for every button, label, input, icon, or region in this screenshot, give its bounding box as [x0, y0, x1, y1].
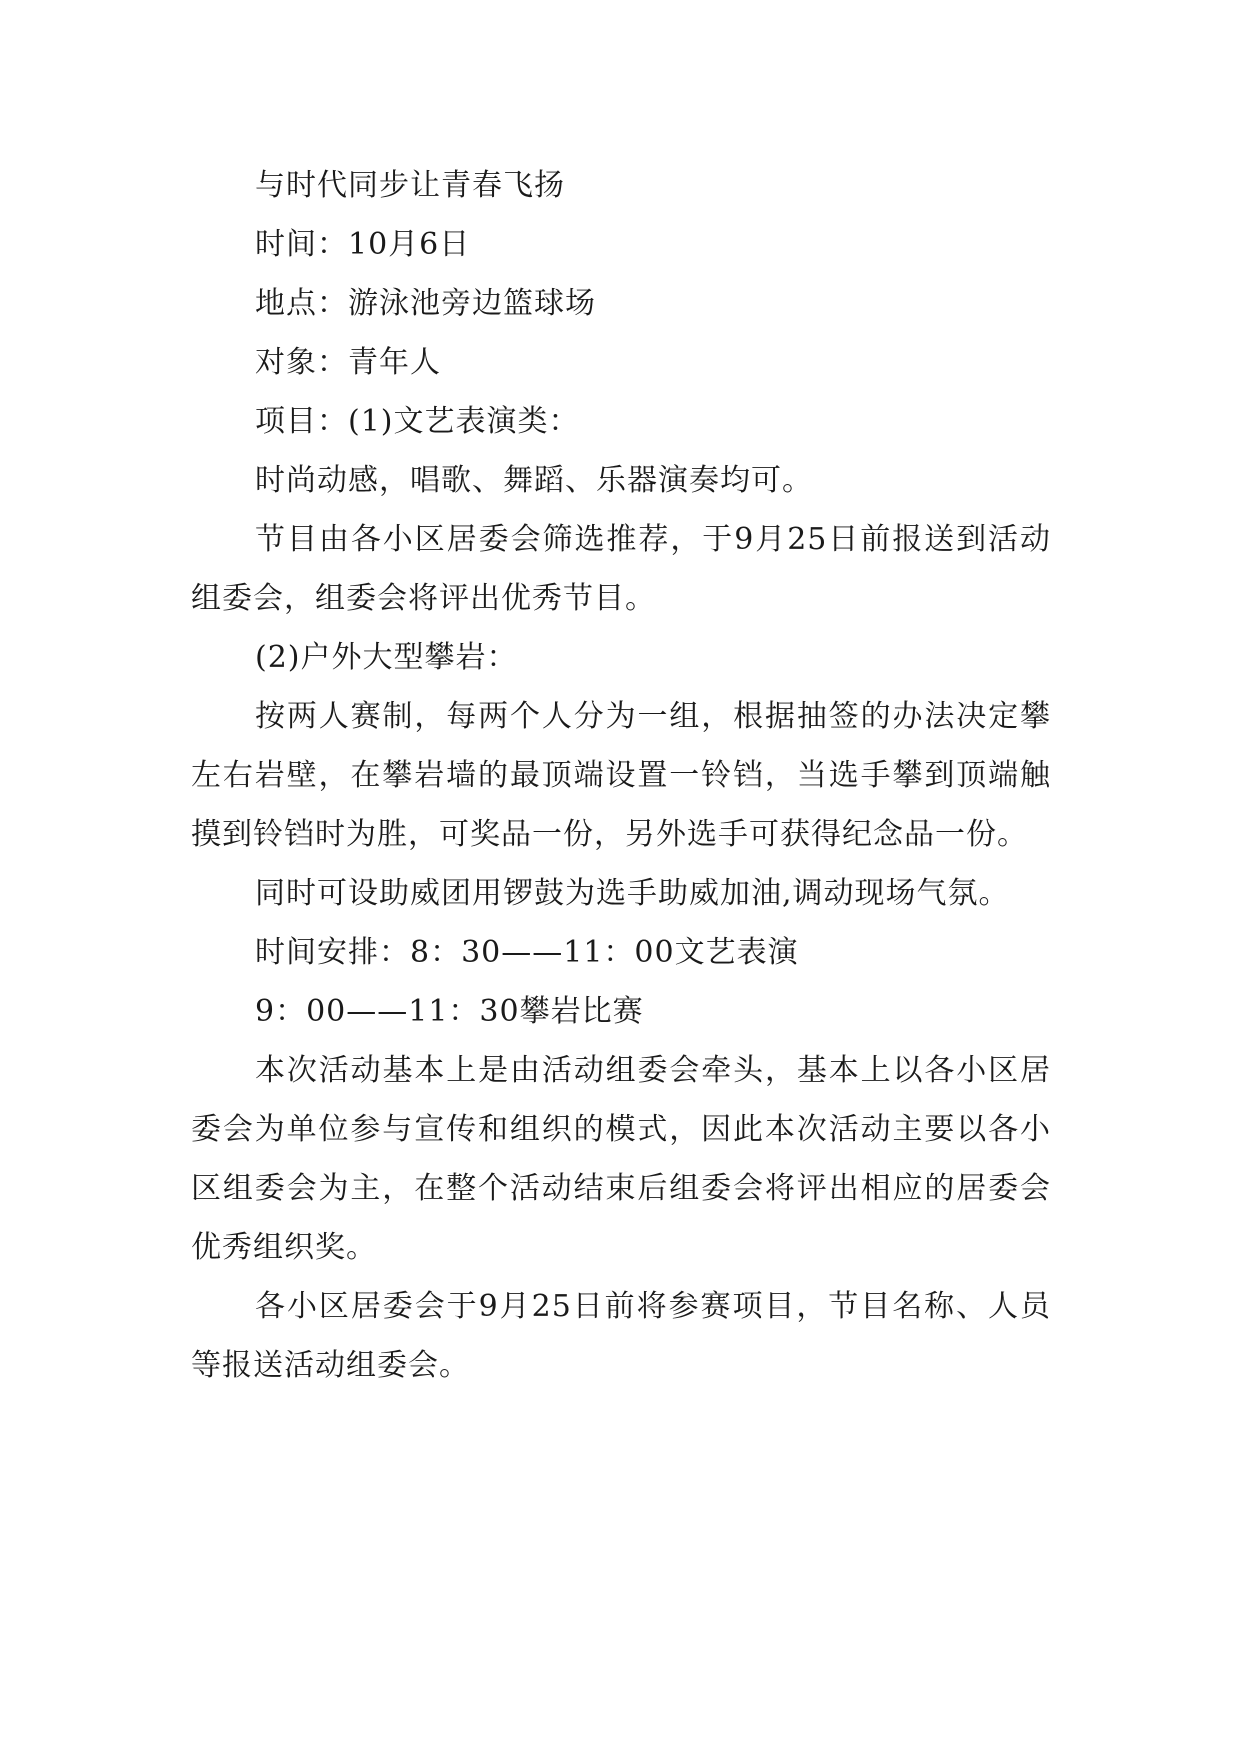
- paragraph-cheer-team: 同时可设助威团用锣鼓为选手助威加油,调动现场气氛。: [255, 876, 1010, 911]
- paragraph-organization: 本次活动基本上是由活动组委会牵头，基本上以各小区居委会为单位参与宣传和组织的模式，因此本次活动主要以各小区组委会为主，在整个活动结束后组委会将评出相应的居委会优秀组织奖。: [191, 1053, 1051, 1265]
- document-body: [191, 156, 1051, 1395]
- paragraph-schedule-climbing: 9：00——11：30攀岩比赛: [255, 994, 644, 1029]
- paragraph-schedule-performance: 时间安排：8：30——11：00文艺表演: [255, 935, 799, 970]
- paragraph-time: 时间：10月6日: [255, 227, 471, 262]
- paragraph-items-heading: 项目：(1)文艺表演类：: [255, 404, 580, 439]
- paragraph-audience: 对象：青年人: [255, 345, 441, 380]
- paragraph-location: 地点：游泳池旁边篮球场: [255, 286, 596, 321]
- paragraph-climbing-rules: 按两人赛制，每两个人分为一组，根据抽签的办法决定攀左右岩壁，在攀岩墙的最顶端设置一铃铛，当选手攀到顶端触摸到铃铛时为胜，可奖品一份，另外选手可获得纪念品一份。: [191, 699, 1051, 852]
- paragraph-title-line: 与时代同步让青春飞扬: [255, 168, 565, 203]
- paragraph-performance-types: 时尚动感，唱歌、舞蹈、乐器演奏均可。: [255, 463, 813, 498]
- paragraph-submission: 各小区居委会于9月25日前将参赛项目，节目名称、人员等报送活动组委会。: [191, 1289, 1051, 1383]
- paragraph-performance-selection: 节目由各小区居委会筛选推荐，于9月25日前报送到活动组委会，组委会将评出优秀节目。: [191, 522, 1051, 616]
- paragraph-climbing-heading: (2)户外大型攀岩：: [255, 640, 518, 675]
